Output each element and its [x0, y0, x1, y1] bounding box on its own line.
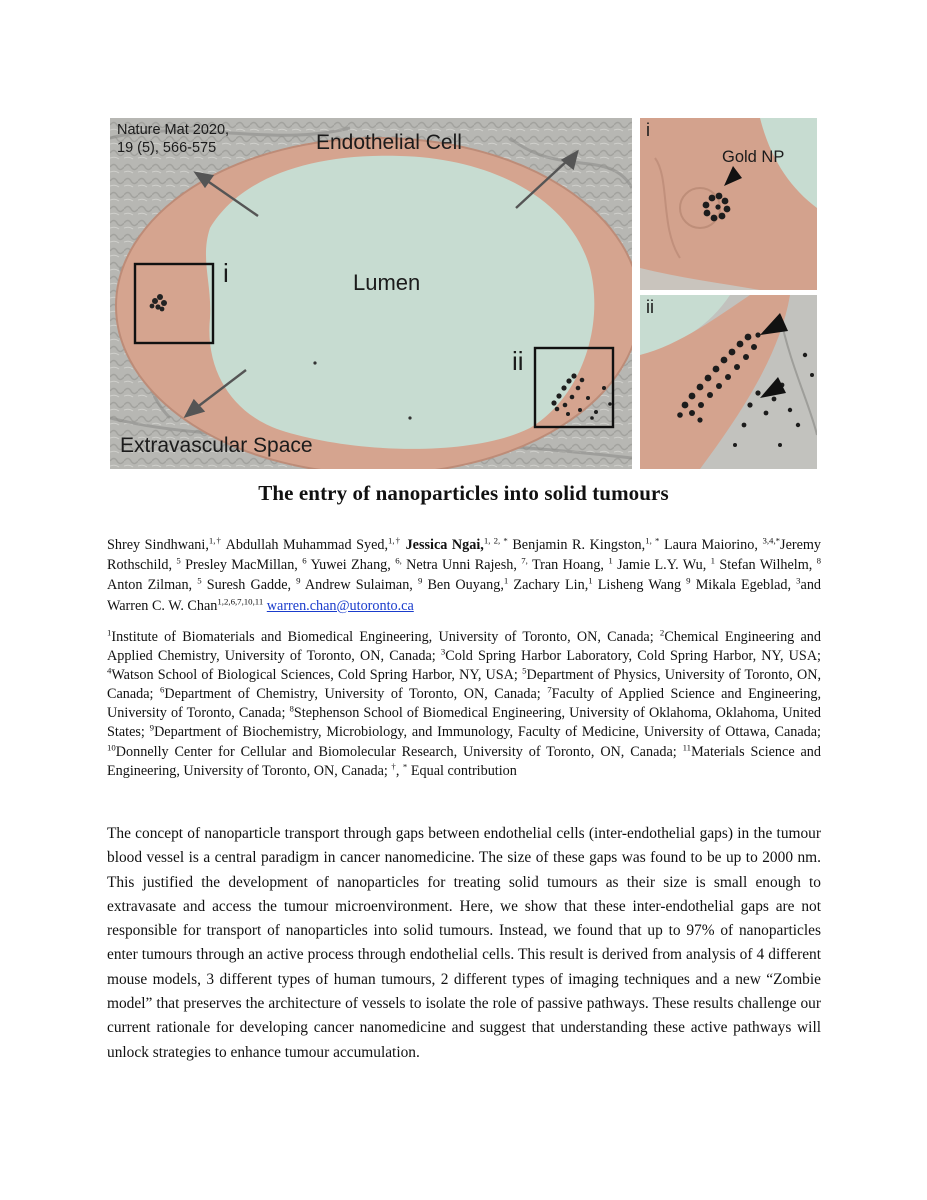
author: Lisheng Wang: [597, 577, 687, 594]
affiliation-item: [150, 724, 821, 740]
author: Presley MacMillan,: [185, 557, 303, 574]
author-sup: 1: [588, 575, 593, 586]
label-lumen: Lumen: [353, 270, 421, 295]
author-sup: 1,†: [388, 535, 402, 546]
author: Laura Maiorino,: [663, 537, 763, 553]
author-bold: Jessica Ngai,: [405, 537, 484, 553]
author-sup: 8: [816, 555, 822, 566]
author: Shrey Sindhwani,: [107, 537, 209, 553]
author: Jeremy Rothschild,: [107, 537, 822, 574]
author: and Warren C. W. Chan: [107, 577, 822, 614]
inset-panel-i: [640, 118, 817, 290]
label-box-i: i: [223, 258, 229, 288]
affil-num: 8: [289, 703, 294, 714]
author-sup: 1: [710, 555, 715, 566]
inset-ii-image: [640, 295, 817, 469]
affiliations: [107, 628, 821, 781]
abstract-paragraph: The concept of nanoparticle transport through gaps between endothelial cells (inter-endothelial gaps) in the tumour blood vessel is a central paradigm in cancer nanomedicine. The size of these gaps was found to be up to 2000 nm. This justified the development of nanoparticles for treating solid tumours as their size is small enough to extravasate and access the tumour microenvironment. Here, we show that these inter-endothelial gaps are not responsible for transport of nanoparticles into solid tumours. Instead, we found that up to 97% of nanoparticles enter tumours through an active process through endothelial cells. This result is derived from analysis of 4 different mouse models, 3 different types of human tumours, 2 different types of imaging techniques and a new “Zombie model” that preserves the architecture of vessels to isolate the role of passive pathways. These results challenge our current rationale for developing cancer nanomedicine and suggest that understanding these active pathways will unlock strategies to enhance tumour accumulation.: [107, 825, 821, 1061]
author-sup: 1, 2, *: [483, 535, 508, 546]
affil-num: 2: [659, 627, 665, 638]
affil-num: 1: [107, 627, 112, 638]
tem-main-panel: [110, 118, 632, 469]
author: Anton Zilman,: [107, 577, 198, 594]
affil-text: Stephenson School of Biomedical Engineering, University of Oklahoma, Oklahoma, United States;: [107, 705, 821, 741]
author-sup: 9: [296, 575, 301, 586]
author-sup: 5: [176, 555, 181, 566]
author-sup: 1: [608, 555, 613, 566]
author: Abdullah Muhammad Syed,: [225, 537, 389, 553]
inset-ii-label: ii: [646, 297, 654, 317]
affil-text: Department of Biochemistry, Microbiology, and Immunology, Faculty of Medicine, University of Ottawa, Canada;: [154, 724, 821, 741]
author-sup: 6,: [395, 555, 402, 566]
figure: [110, 118, 817, 469]
author-sup: 6: [302, 555, 307, 566]
affiliation-item: [107, 741, 683, 760]
label-endothelial-cell: Endothelial Cell: [316, 131, 462, 154]
affiliation-item: [107, 667, 522, 683]
inset-panel-ii: [640, 295, 817, 469]
author-sup: 1,2,6,7,10,11: [217, 595, 264, 606]
equal-contrib-mark: †: [391, 760, 396, 771]
affil-text: Faculty of Applied Science and Engineering, University of Toronto, Canada;: [107, 686, 822, 722]
affil-num: 10: [107, 741, 116, 752]
inset-i-label: i: [646, 120, 650, 140]
affil-num: 6: [160, 684, 165, 695]
affil-text: Department of Chemistry, University of Toronto, ON, Canada;: [164, 686, 548, 703]
affil-num: 9: [149, 722, 155, 733]
author-list: [107, 535, 821, 616]
affil-text: Materials Science and Engineering, University of Toronto, ON, Canada;: [107, 743, 821, 779]
author-sup: 9: [417, 575, 423, 586]
author: Jamie L.Y. Wu,: [617, 557, 711, 574]
citation-line-2: 19 (5), 566-575: [117, 140, 217, 156]
affil-text: Cold Spring Harbor Laboratory, Cold Spring Harbor, NY, USA;: [445, 648, 822, 665]
affil-text: Donnelly Center for Cellular and Biomolecular Research, University of Toronto, ON, Canada;: [115, 743, 683, 760]
equal-contrib-mark: *: [402, 760, 408, 771]
author-sup: 3,4,*: [762, 535, 781, 546]
affil-text: Department of Physics, University of Toronto, ON, Canada;: [107, 667, 822, 703]
equal-contrib-text: Equal contribution: [407, 762, 517, 779]
author: Stefan Wilhelm,: [719, 557, 817, 574]
gold-np-label: Gold NP: [722, 148, 785, 166]
affiliation-item: [441, 648, 821, 664]
author: Ben Ouyang,: [427, 577, 504, 594]
affil-num: 4: [107, 665, 112, 676]
inset-i-image: [640, 118, 817, 290]
affil-num: 5: [522, 665, 527, 676]
author: Suresh Gadde,: [206, 577, 297, 594]
label-box-ii: ii: [512, 346, 524, 376]
author: Netra Unni Rajesh,: [406, 557, 522, 574]
author-sup: 1,†: [208, 535, 222, 546]
affil-text: Institute of Biomaterials and Biomedical Engineering, University of Toronto, ON, Canada;: [111, 629, 660, 645]
author-sup: 7,: [521, 555, 528, 566]
author: Tran Hoang,: [531, 557, 609, 574]
affil-num: 11: [682, 741, 692, 752]
author: Zachary Lin,: [513, 577, 589, 594]
affil-num: 3: [440, 646, 446, 657]
label-extravascular-space: Extravascular Space: [120, 434, 313, 457]
author: Yuwei Zhang,: [310, 557, 396, 574]
equal-contrib-sep: ,: [395, 762, 403, 779]
author-sup: 5: [197, 575, 202, 586]
author-sup: 1: [503, 575, 509, 586]
author-sup: 1, *: [645, 535, 660, 546]
paper-title: The entry of nanoparticles into solid tumours: [258, 481, 669, 505]
affil-num: 7: [547, 684, 552, 695]
affiliation-item: [160, 686, 547, 702]
affil-text: Watson School of Biological Sciences, Cold Spring Harbor, NY, USA;: [111, 667, 523, 684]
corresponding-email-link[interactable]: warren.chan@utoronto.ca: [266, 597, 414, 614]
author: Mikala Egeblad,: [695, 577, 797, 594]
affil-text: Chemical Engineering and Applied Chemistry, University of Toronto, ON, Canada;: [107, 629, 821, 665]
author: Andrew Sulaiman,: [304, 577, 418, 594]
author-sup: 3: [796, 575, 801, 586]
citation-line-1: Nature Mat 2020,: [117, 122, 230, 138]
author: Benjamin R. Kingston,: [512, 537, 646, 553]
author-sup: 9: [686, 575, 691, 586]
affiliation-item: [107, 629, 660, 645]
